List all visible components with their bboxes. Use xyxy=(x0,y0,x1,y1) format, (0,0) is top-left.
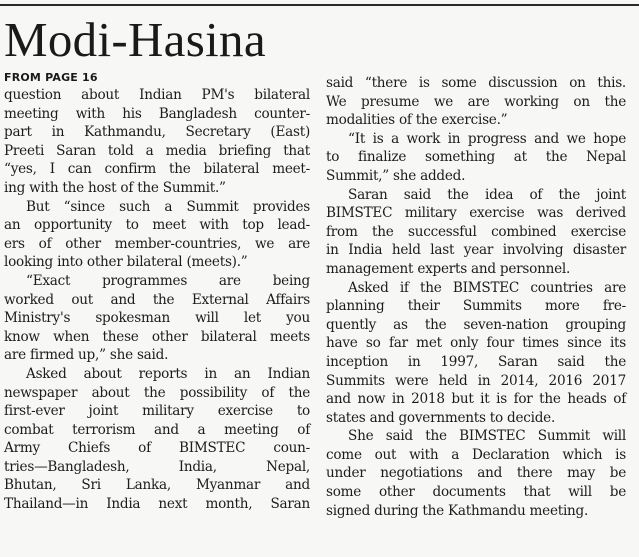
text-line: signed during the Kathmandu meeting. xyxy=(326,502,589,519)
text-line: Preeti Saran told a media briefing that xyxy=(4,142,310,159)
text-line: quently as the seven-nation grouping xyxy=(326,316,626,333)
text-line: Summit,” she added. xyxy=(326,167,466,184)
headline: Modi-Hasina xyxy=(4,12,266,67)
text-line: “Exact programmes are being xyxy=(26,272,310,289)
text-line: an opportunity to meet with top lead- xyxy=(4,217,310,234)
right-column xyxy=(326,74,626,520)
text-line: come out with a Declaration which is xyxy=(326,446,626,463)
text-line: said “there is some discussion on this. xyxy=(326,75,626,91)
text-line: looking into other bilateral (meets).” xyxy=(4,254,248,271)
text-line: are firmed up,” she said. xyxy=(4,347,169,364)
text-line: modalities of the exercise.” xyxy=(326,112,508,129)
text-line: know when these other bilateral meets xyxy=(4,328,310,345)
text-line: planning their Summits more fre- xyxy=(326,298,626,315)
text-line: from the successful combined exercise xyxy=(326,223,626,240)
text-line: Saran said the idea of the joint xyxy=(348,186,626,203)
text-line: “yes, I can confirm the bilateral meet- xyxy=(4,161,310,178)
text-line: in India held last year involving disaster xyxy=(326,242,626,259)
text-line: ing with the host of the Summit.” xyxy=(4,179,226,196)
text-line: and now in 2018 but it is for the heads of xyxy=(326,391,626,408)
text-line: part in Kathmandu, Secretary (East) xyxy=(4,124,310,141)
text-line: Army Chiefs of BIMSTEC coun- xyxy=(4,440,310,457)
text-line: tries—Bangladesh, India, Nepal, xyxy=(4,458,310,475)
top-rule xyxy=(0,4,639,6)
text-line: states and governments to decide. xyxy=(326,409,556,426)
text-line: Ministry's spokesman will let you xyxy=(4,310,310,327)
text-line: Summits were held in 2014, 2016 2017 xyxy=(326,372,626,389)
text-line: Asked if the BIMSTEC countries are xyxy=(348,279,626,296)
text-line: under negotiations and there may be xyxy=(326,465,626,482)
text-line: Thailand—in India next month, Saran xyxy=(4,496,310,513)
text-line: inception in 1997, Saran said the xyxy=(326,353,626,370)
text-line: to finalize something at the Nepal xyxy=(326,149,626,166)
text-line: “It is a work in progress and we hope xyxy=(348,130,626,147)
text-line: combat terrorism and a meeting of xyxy=(4,421,310,438)
text-line: management experts and personnel. xyxy=(326,260,571,277)
text-line: question about Indian PM's bilateral xyxy=(4,87,310,103)
text-line: ers of other member-countries, we are xyxy=(4,235,310,252)
text-line: She said the BIMSTEC Summit will xyxy=(348,428,626,445)
text-line: newspaper about the possibility of the xyxy=(4,384,310,401)
text-line: But “since such a Summit provides xyxy=(26,198,310,215)
text-line: BIMSTEC military exercise was derived xyxy=(326,205,626,222)
text-line: first-ever joint military exercise to xyxy=(4,403,310,420)
text-line: We presume we are working on the xyxy=(326,93,626,110)
text-line: Bhutan, Sri Lanka, Myanmar and xyxy=(4,477,310,494)
text-line: some other documents that will be xyxy=(326,484,626,501)
text-line: have so far met only four times since its xyxy=(326,335,626,352)
left-column xyxy=(4,70,310,514)
jump-label: FROM PAGE 16 xyxy=(4,71,98,84)
text-line: Asked about reports in an Indian xyxy=(26,365,310,382)
text-line: meeting with his Bangladesh counter- xyxy=(4,105,310,122)
text-line: worked out and the External Affairs xyxy=(4,291,310,308)
